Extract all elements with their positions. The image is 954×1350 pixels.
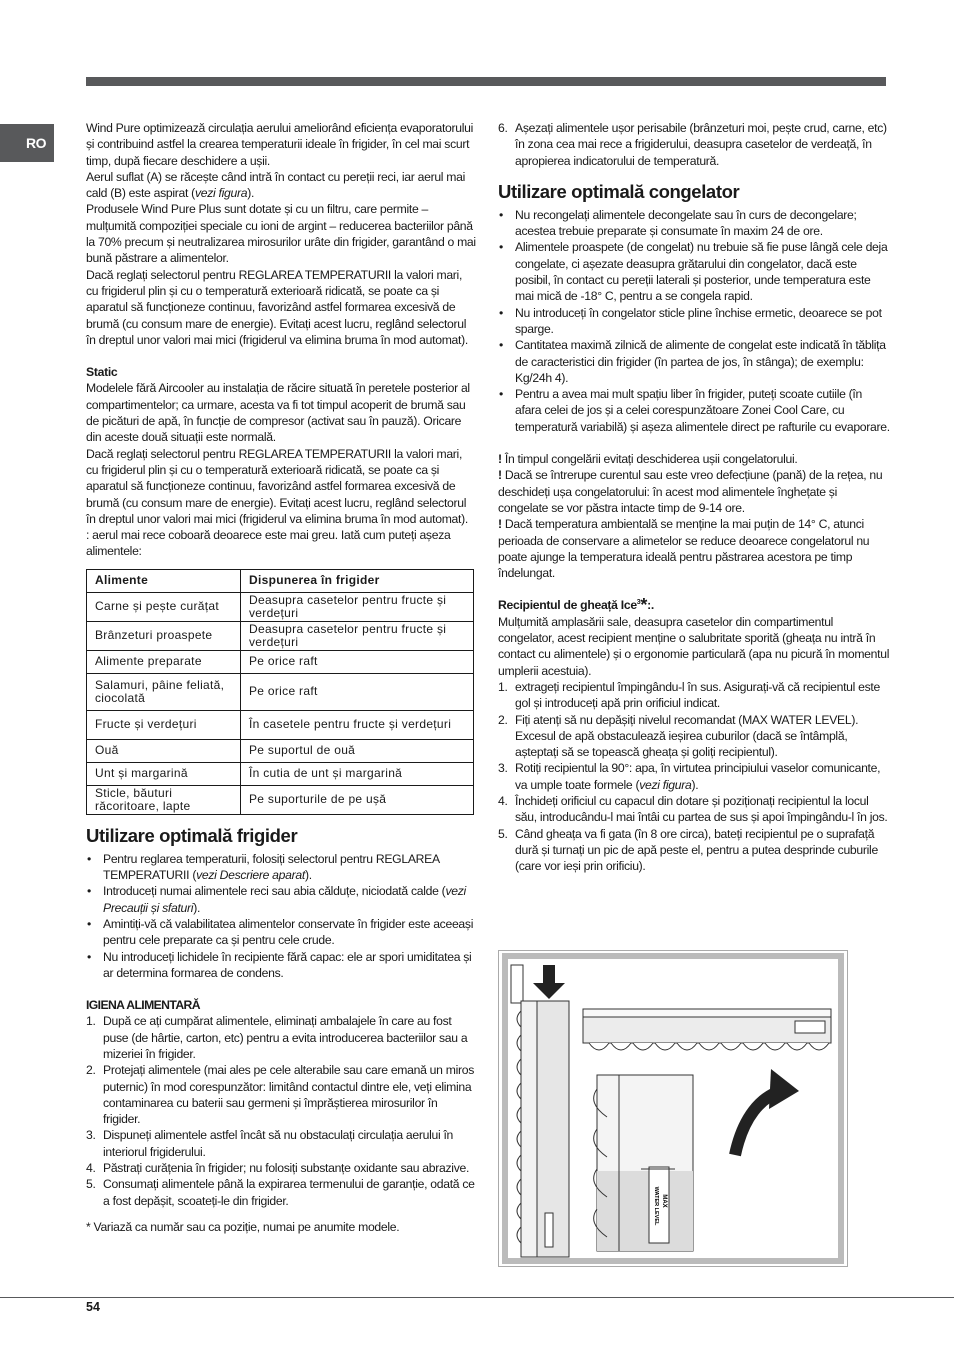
ice-tray-steps <box>498 679 890 875</box>
list-item: • Alimentele proaspete (de congelat) nu trebuie să fie puse lângă cele deja congelate, ci așezate deasupra grătarului din congelator, dacă este posibil, în contact cu pereții laterali și posterior, unde temperatura este mai mică de -18° C, pentru a se congela rapid. <box>498 239 890 304</box>
list-item: 1. extrageți recipientul împingându-l în sus. Asigurați-vă că recipientul este gol și introduceți apă prin orificiul indicat. <box>498 679 880 711</box>
intro-paragraph: Produsele Wind Pure Plus sunt dotate și cu un filtru, care permite – mulțumită compoziției speciale cu ioni de argint – reducerea bacteriilor până la 70% precum și neutralizarea mirosurilor urâte din frigider, garantând o mai bună păstrare a alimentelor. <box>86 202 476 266</box>
fridge-tips-list <box>86 851 476 981</box>
list-item: • Introduceți numai alimentele reci sau abia călduțe, niciodată calde (vezi Precauții și sfaturi). <box>86 883 476 916</box>
table-row <box>87 621 474 650</box>
list-item: 5. Când gheața va fi gata (în 8 ore circa), bateți recipientul pe o suprafață dură și turnați un pic de apă peste el, pentru a putea desprinde cuburile (care vor ieși prin orificiu). <box>498 826 878 874</box>
left-column <box>86 120 476 1235</box>
hygiene-heading: IGIENA ALIMENTARĂ <box>86 998 200 1013</box>
ice-tray-figure <box>498 950 848 1267</box>
list-item: • Cantitatea maximă zilnică de alimente de congelat este indicată în tăblița de caracteristici din frigider (în partea de jos, în stânga); de exemplu: Kg/24h 4). <box>498 337 890 386</box>
table-cell: Fructe și verdețuri <box>87 710 241 739</box>
list-item: 2. Protejați alimentele (mai ales pe cele alterabile sau care emană un miros puternic) în mod corespunzător: limitând contactul dintre ele, veți elimina contaminarea cu baterii sau germeni și împrăștierea mirosurilor în frigider. <box>86 1063 475 1127</box>
list-item: • Pentru reglarea temperaturii, folosiți selectorul pentru REGLAREA TEMPERATURII (vezi Descriere aparat). <box>86 851 476 884</box>
fridge-section-title: Utilizare optimală frigider <box>86 824 298 846</box>
table-cell: Brânzeturi proaspete <box>87 621 241 650</box>
table-row <box>87 650 474 673</box>
list-item: 6. Așezați alimentele ușor perisabile (brânzeturi moi, pește crud, carne, etc) în zona cea mai rece a frigiderului, deasupra casetelor de verdeață, în apropierea indicatorului de temperatură. <box>498 121 887 168</box>
table-cell: În casetele pentru fructe și verdețuri <box>241 710 474 739</box>
ice-tray-intro: Mulțumită amplasării sale, deasupra casetelor din compartimentul congelator, acest recipient menține o salubritate sporită (gheața nu intră în contact cu alimentele) și o ergonomie particulară (apa nu picură în momentul umplerii acestuia). <box>498 614 890 678</box>
table-cell: Ouă <box>87 739 241 762</box>
table-cell: Pe suportul de ouă <box>241 739 474 762</box>
table-row <box>87 673 474 710</box>
table-row <box>87 592 474 621</box>
freezer-tips-list <box>498 207 890 435</box>
table-row <box>87 739 474 762</box>
freezer-section-title: Utilizare optimală congelator <box>498 180 740 202</box>
table-cell: Deasupra casetelor pentru fructe și verdețuri <box>241 592 474 621</box>
table-cell: Deasupra casetelor pentru fructe și verdețuri <box>241 621 474 650</box>
ice-tray-illustration <box>499 951 847 1266</box>
table-row <box>87 785 474 814</box>
table-cell: Pe orice raft <box>241 650 474 673</box>
table-cell: Unt și margarină <box>87 762 241 785</box>
list-item: • Nu introduceți în congelator sticle pline închise ermetic, deoarece se pot sparge. <box>498 305 890 338</box>
static-paragraph: Modelele fără Aircooler au instalația de răcire situată în peretele posterior al compartimentelor; ca urmare, acesta va fi tot timpul acoperit de brumă sau de picături de apă, în funcție de compresor (activat sau în pauză). Oricare din aceste două situații este normală. <box>86 381 470 445</box>
list-item: 2. Fiți atenți să nu depășiți nivelul recomandat (MAX WATER LEVEL). Excesul de apă obstaculează ieșirea cuburilor (dacă se întâmplă, așteptați să se topească gheața și goliți recipientul). <box>498 712 859 760</box>
ice-tray-heading: Recipientul de gheață Ice$^3$*:. <box>498 595 654 616</box>
static-paragraph: Dacă reglați selectorul pentru REGLAREA TEMPERATURII la valori mari, cu frigiderul plin și cu o temperatură exterioară ridicată, se poate ca și aparatul să funcționeze continuu, favorizând astfel formarea excesivă de brumă (cu consum mare de energie). Evitați acest lucru, reglând selectorul în dreptul unor valori mai mici (frigiderul va elimina bruma în mod automat). <box>86 446 468 526</box>
language-tab: RO <box>0 124 54 162</box>
intro-paragraph: Wind Pure optimizează circulația aerului ameliorând eficiența evaporatorului și contribuind astfel la crearea temperaturii ideale în frigider, în cel mai scurt timp, după fiecare deschidere a ușii. <box>86 121 474 168</box>
page-number: 54 <box>86 1300 100 1314</box>
table-cell: Pe suporturile de pe ușă <box>241 785 474 814</box>
list-item: • Pentru a avea mai mult spațiu liber în frigider, puteți scoate cutiile (în afara celei de jos și a celei corespunzătoare Zonei Cool Care, cu temperatură variabilă) și așeza alimentele direct pe rafturile cu evaporare. <box>498 386 890 435</box>
table-header: Dispunerea în frigider <box>241 569 474 592</box>
footer-line <box>0 1297 954 1298</box>
table-header-row <box>87 569 474 592</box>
max-label: MAX <box>661 1194 667 1208</box>
list-item: • Nu recongelați alimentele decongelate sau în curs de decongelare; acestea trebuie preparate și consumate în maxim 24 de ore. <box>498 207 890 240</box>
list-item: • Amintiți-vă că valabilitatea alimentelor conservate în frigider este aceeași pentru cele preparate ca și pentru cele crude. <box>86 916 476 949</box>
intro-paragraph: Dacă reglați selectorul pentru REGLAREA TEMPERATURII la valori mari, cu frigiderul plin și cu o temperatură exterioară ridicată, se poate ca și aparatul să funcționeze continuu, favorizând astfel formarea excesivă de brumă (cu consum mare de energie). Evitați acest lucru, reglând selectorul în dreptul unor valori mai mici (frigiderul va elimina bruma în mod automat). <box>86 267 468 347</box>
static-paragraph: : aerul mai rece coboară deoarece este mai greu. Iată cum puteți așeza alimentele: <box>86 528 451 559</box>
warning-note: ! Dacă se întrerupe curentul sau este vreo defecțiune (pană) de la rețea, nu deschideți ușa congelatorului: în acest mod alimentele înghețate și congelate se vor păstra intacte timp de 9-14 ore. <box>498 468 883 515</box>
warning-note: ! Dacă temperatura ambientală se menține la mai puțin de 14° C, atunci perioada de conservare a alimetelor se reduce deoarece congelatorul nu poate ajunge la temperatura ideală pentru păstrarea acestora pe timp îndelungat. <box>498 517 870 581</box>
continued-list <box>498 120 890 169</box>
list-item: • Nu introduceți lichidele în recipiente fără capac: ele ar spori umiditatea și ar determina formarea de condens. <box>86 949 476 982</box>
list-item: 3. Dispuneți alimentele astfel încât să nu obstaculați circulația aerului în interiorul frigiderului. <box>86 1128 454 1159</box>
food-placement-table <box>86 569 474 815</box>
water-level-label: WATER LEVEL <box>653 1186 659 1226</box>
header-bar <box>86 77 886 86</box>
filled-tray <box>594 1075 693 1251</box>
list-item: 5. Consumați alimentele până la expirarea termenului de garanție, odată ce a fost depășit, scoateți-le din frigider. <box>86 1177 475 1208</box>
list-item: 1. După ce ați cumpărat alimentele, eliminați ambalajele în care au fost puse (de hârtie, carton, etc) pentru a evita introducerea bacteriilor sau a mizeriei în frigider. <box>86 1014 468 1061</box>
table-cell: Alimente preparate <box>87 650 241 673</box>
table-row <box>87 762 474 785</box>
table-cell: Carne și pește curățat <box>87 592 241 621</box>
warning-note: ! În timpul congelării evitați deschiderea ușii congelatorului. <box>498 452 798 467</box>
table-row <box>87 710 474 739</box>
horizontal-tray <box>583 1009 831 1050</box>
list-item: 3. Rotiți recipientul la 90°: apa, în virtutea principiului vaselor comunicante, va umple toate formele (vezi figura). <box>498 761 881 792</box>
intro-paragraph: Aerul suflat (A) se răcește când intră în contact cu pereții reci, iar aerul mai cald (B) este aspirat (vezi figura). <box>86 169 466 201</box>
static-heading: Static <box>86 365 118 380</box>
footnote: * Variază ca număr sau ca poziție, numai pe anumite modele. <box>86 1219 400 1234</box>
table-cell: Salamuri, pâine feliată, ciocolată <box>87 673 241 710</box>
table-cell: Sticle, băuturi răcoritoare, lapte <box>87 785 241 814</box>
table-header: Alimente <box>87 569 241 592</box>
hygiene-list <box>86 1013 476 1209</box>
list-item: 4. Închideți orificiul cu capacul din dotare și poziționați recipientul la locul său, introducându-l mai întâi cu partea de sus și apoi împingându-l în jos. <box>498 794 888 825</box>
list-item: 4. Păstrați curățenia în frigider; nu folosiți substanțe oxidante sau abrazive. <box>86 1161 470 1176</box>
table-cell: Pe orice raft <box>241 673 474 710</box>
table-cell: În cutia de unt și margarină <box>241 762 474 785</box>
right-column <box>498 120 890 875</box>
